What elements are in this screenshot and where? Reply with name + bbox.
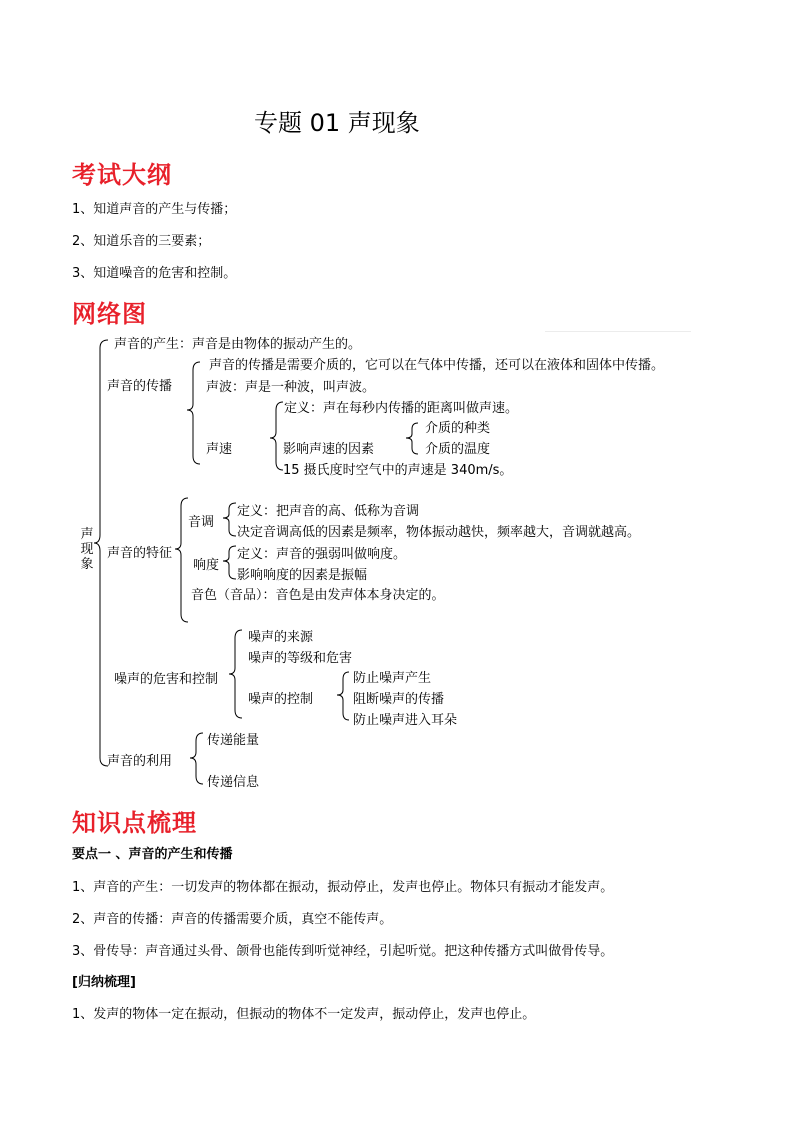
node-usage-item: 传递能量 [207,733,260,748]
brace-propagation [187,362,200,464]
node-noise-source: 噪声的来源 [248,630,314,645]
node-usage: 声音的利用 [107,754,173,769]
mind-map-root: 声现象 [80,527,94,572]
node-pitch-factor: 决定音调高低的因素是频率，物体振动越快，频率越大，音调就越高。 [237,525,641,540]
node-speed-definition: 定义：声在每秒内传播的距离叫做声速。 [284,401,519,416]
node-usage-item: 传递信息 [207,775,260,790]
knowledge-point: 1、声音的产生：一切发声的物体都在振动，振动停止，发声也停止。物体只有振动才能发声。 [72,880,614,895]
outline-item: 2、知道乐音的三要素； [72,234,211,249]
point-title: 要点一 、声音的产生和传播 [72,847,233,862]
brace-usage [190,733,203,784]
section-heading-knowledge: 知识点梳理 [72,809,197,837]
outline-item: 1、知道声音的产生与传播； [72,202,237,217]
node-loudness: 响度 [193,558,220,573]
node-factor-medium-type: 介质的种类 [425,421,491,436]
node-timbre: 音色（音品）：音色是由发声体本身决定的。 [191,588,445,603]
knowledge-point: 3、骨传导：声音通过头骨、颌骨也能传到听觉神经，引起听觉。把这种传播方式叫做骨传导。 [72,944,614,959]
node-noise: 噪声的危害和控制 [114,672,219,687]
brace-root [94,340,108,766]
brace-noise [229,630,242,718]
node-speed-factors: 影响声速的因素 [283,442,375,457]
node-noise-control-item: 阻断噪声的传播 [353,692,445,707]
brace-loudness [223,546,236,579]
page-title: 专题 01 声现象 [254,109,420,137]
section-heading-network: 网络图 [72,300,147,328]
section-heading-outline: 考试大纲 [72,161,172,189]
node-pitch: 音调 [188,515,215,530]
brace-speed [270,402,283,470]
summary-title: [归纳梳理] [72,975,136,990]
node-noise-levels: 噪声的等级和危害 [248,651,353,666]
node-pitch-definition: 定义：把声音的高、低称为音调 [237,504,420,519]
outline-item: 3、知道噪音的危害和控制。 [72,266,237,281]
node-features: 声音的特征 [107,546,173,561]
summary-item: 1、发声的物体一定在振动，但振动的物体不一定发声，振动停止，发声也停止。 [72,1007,536,1022]
node-air-speed: 15 摄氏度时空气中的声速是 340m/s。 [283,463,513,478]
node-sound-speed: 声速 [206,442,233,457]
knowledge-point: 2、声音的传播：声音的传播需要介质，真空不能传声。 [72,912,393,927]
node-noise-control-item: 防止噪声产生 [353,671,432,686]
node-production: 声音的产生：声音是由物体的振动产生的。 [114,337,362,352]
brace-noise-control [337,672,349,720]
brace-factors [406,423,418,454]
brace-pitch [223,503,236,536]
node-noise-control-item: 防止噪声进入耳朵 [353,713,458,728]
node-propagation-medium: 声音的传播是需要介质的，它可以在气体中传播，还可以在液体和固体中传播。 [209,358,665,373]
node-propagation: 声音的传播 [107,379,173,394]
node-noise-control: 噪声的控制 [248,692,314,707]
node-factor-medium-temp: 介质的温度 [425,442,491,457]
node-loudness-definition: 定义：声音的强弱叫做响度。 [237,547,407,562]
node-sound-wave: 声波：声是一种波，叫声波。 [206,380,376,395]
node-loudness-factor: 影响响度的因素是振幅 [237,568,368,583]
brace-features [175,498,188,622]
